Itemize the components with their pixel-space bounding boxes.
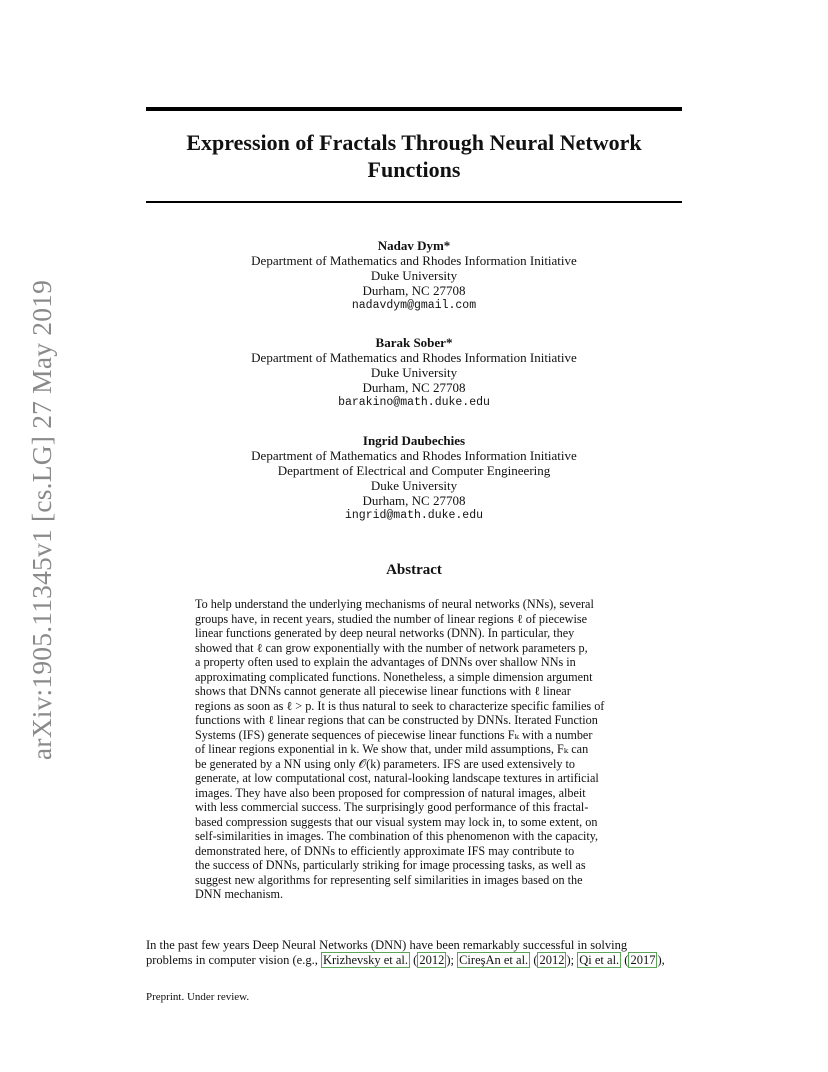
title-bottom-rule xyxy=(146,201,682,203)
abstract-line: DNN mechanism. xyxy=(195,887,284,901)
citation-year-link[interactable]: 2017 xyxy=(630,953,656,967)
abstract-line: linear functions generated by deep neural networks (DNN). In particular, they xyxy=(195,626,575,640)
preprint-footer: Preprint. Under review. xyxy=(146,991,250,1003)
author-email: nadavdym@gmail.com xyxy=(351,299,477,312)
abstract-line: a property often used to explain the advantages of DNNs over shallow NNs in xyxy=(195,655,576,669)
citation-year-link[interactable]: 2012 xyxy=(419,953,445,967)
intro-paragraph xyxy=(146,938,686,968)
abstract-line: based compression suggests that our visual system may lock in, to some extent, on xyxy=(195,814,598,829)
citation-year-link[interactable]: 2012 xyxy=(539,953,565,967)
author-email: ingrid@math.duke.edu xyxy=(344,509,484,522)
affiliation-line: Duke University xyxy=(370,365,458,380)
title-line-1: Expression of Fractals Through Neural Network xyxy=(186,130,642,155)
abstract-line: shows that DNNs cannot generate all piecewise linear functions with ℓ linear xyxy=(195,684,571,698)
abstract-line: Systems (IFS) generate sequences of piecewise linear functions Fₖ with a number xyxy=(195,727,593,742)
affiliation-line: Department of Mathematics and Rhodes Information Initiative xyxy=(251,350,577,365)
author-email: barakino@math.duke.edu xyxy=(338,396,490,409)
abstract-line: with less commercial success. The surprisingly good performance of this fractal- xyxy=(195,800,589,814)
affiliation-line: Durham, NC 27708 xyxy=(362,493,466,508)
abstract-line: groups have, in recent years, studied the number of linear regions ℓ of piecewise xyxy=(195,611,587,626)
citation-link-ciresan[interactable]: CireşAn et al. xyxy=(459,953,529,967)
abstract-line: regions as soon as ℓ > p. It is thus natural to seek to characterize specific families of xyxy=(195,698,605,713)
abstract-line: suggest new algorithms for representing self similarities in images based on the xyxy=(195,872,583,887)
title-top-rule xyxy=(146,107,682,111)
citation-link-krizhevsky[interactable]: Krizhevsky et al. xyxy=(322,953,409,967)
abstract-line: generate, at low computational cost, natural-looking landscape textures in artificial xyxy=(195,771,599,785)
abstract-heading: Abstract xyxy=(386,562,442,578)
abstract-line: showed that ℓ can grow exponentially with the number of network parameters p, xyxy=(195,640,588,655)
paper-title xyxy=(146,129,682,183)
affiliation-line: Department of Electrical and Computer Engineering xyxy=(277,463,551,478)
abstract-line: To help understand the underlying mechanisms of neural networks (NNs), several xyxy=(195,597,594,611)
abstract-line: demonstrated here, of DNNs to efficiently approximate IFS may contribute to xyxy=(195,843,575,858)
title-line-2: Functions xyxy=(367,157,461,182)
arxiv-identifier-stamp xyxy=(20,280,64,760)
intro-line-2: problems in computer vision (e.g., Krizhevsky et al. ( 2012 ); CireşAn et al. ( 2012 ); Qi et al. ( 2017 ), xyxy=(146,953,665,967)
affiliation-line: Durham, NC 27708 xyxy=(362,283,466,298)
affiliation-line: Durham, NC 27708 xyxy=(362,380,466,395)
author-name: Ingrid Daubechies xyxy=(362,433,466,448)
author-name: Nadav Dym* xyxy=(377,238,451,253)
author-block-1 xyxy=(146,238,682,313)
intro-line-2-suffix: ), xyxy=(657,953,665,967)
abstract-line: be generated by a NN using only 𝒪(k) parameters. IFS are used extensively to xyxy=(195,756,575,771)
author-block-2 xyxy=(146,335,682,410)
abstract-body xyxy=(195,597,634,902)
abstract-line: images. They have also been proposed for compression of natural images, albeit xyxy=(195,785,586,800)
abstract-line: the success of DNNs, particularly striking for image processing tasks, as well as xyxy=(195,858,586,872)
author-name: Barak Sober* xyxy=(375,335,453,350)
abstract-line: self-similarities in images. The combination of this phenomenon with the capacity, xyxy=(195,829,599,843)
affiliation-line: Duke University xyxy=(370,268,458,283)
abstract-line: approximating complicated functions. Nonetheless, a simple dimension argument xyxy=(195,669,593,684)
affiliation-line: Department of Mathematics and Rhodes Information Initiative xyxy=(251,448,577,463)
affiliation-line: Duke University xyxy=(370,478,458,493)
intro-line-1: In the past few years Deep Neural Networks (DNN) have been remarkably successful in solving xyxy=(146,938,628,952)
abstract-line: functions with ℓ linear regions that can be constructed by DNNs. Iterated Function xyxy=(195,713,598,727)
affiliation-line: Department of Mathematics and Rhodes Information Initiative xyxy=(251,253,577,268)
author-block-3 xyxy=(146,433,682,523)
intro-line-2-prefix: problems in computer vision (e.g., xyxy=(146,953,321,967)
citation-link-qi[interactable]: Qi et al. xyxy=(579,953,620,967)
arxiv-stamp-text: arXiv:1905.11345v1 [cs.LG] 27 May 2019 xyxy=(26,279,57,761)
abstract-line: of linear regions exponential in k. We show that, under mild assumptions, Fₖ can xyxy=(195,742,589,756)
